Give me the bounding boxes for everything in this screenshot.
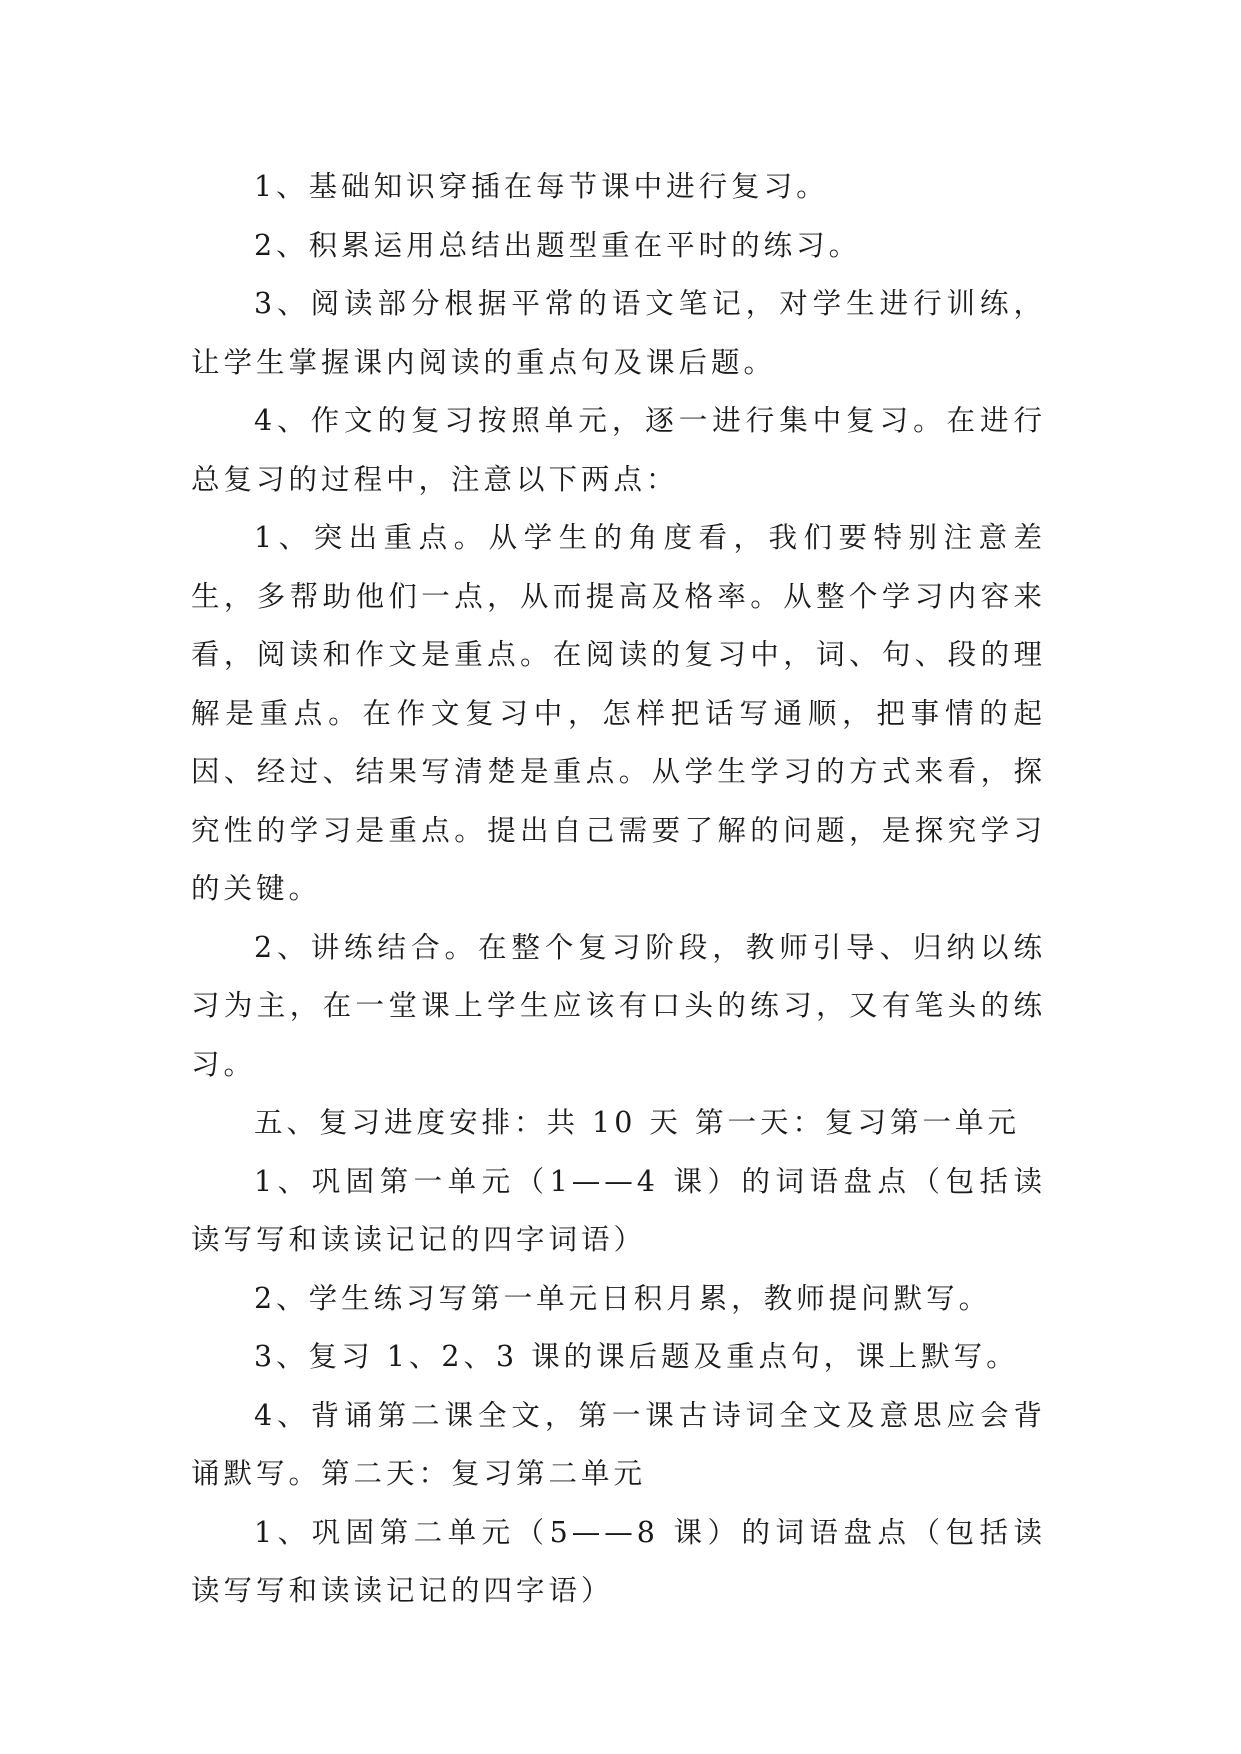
paragraph-2: 2、积累运用总结出题型重在平时的练习。 (254, 228, 862, 262)
paragraph-7: 五、复习进度安排：共 10 天 第一天：复习第一单元 (254, 1106, 1020, 1139)
paragraph-11: 4、背诵第二课全文，第一课古诗词全文及意思应会背诵默写。第二天：复习第二单元 (191, 1398, 1046, 1490)
paragraph-6: 2、讲练结合。在整个复习阶段，教师引导、归纳以练习为主，在一堂课上学生应该有口头的练习，又有笔头的练习。 (191, 930, 1046, 1081)
document-body (191, 158, 1046, 1621)
paragraph-1: 1、基础知识穿插在每节课中进行复习。 (254, 170, 829, 203)
paragraph-12: 1、巩固第二单元（5——8 课）的词语盘点（包括读读写写和读读记记的四字语） (191, 1515, 1046, 1607)
paragraph-5: 1、突出重点。从学生的角度看，我们要特别注意差生，多帮助他们一点，从而提高及格率。从整个学习内容来看，阅读和作文是重点。在阅读的复习中，词、句、段的理解是重点。在作文复习中，怎样把话写通顺，把事情的起因、经过、结果写清楚是重点。从学生学习的方式来看，探究性的学习是重点。提出自己需要了解的问题，是探究学习的关键。 (191, 521, 1046, 905)
paragraph-3: 3、阅读部分根据平常的语文笔记，对学生进行训练，让学生掌握课内阅读的重点句及课后题。 (191, 287, 1046, 379)
paragraph-10: 3、复习 1、2、3 课的课后题及重点句，课上默写。 (254, 1340, 1019, 1373)
paragraph-8: 1、巩固第一单元（1——4 课）的词语盘点（包括读读写写和读读记记的四字词语） (191, 1164, 1046, 1256)
paragraph-9: 2、学生练习写第一单元日积月累，教师提问默写。 (254, 1281, 992, 1315)
paragraph-4: 4、作文的复习按照单元，逐一进行集中复习。在进行总复习的过程中，注意以下两点： (191, 404, 1046, 496)
